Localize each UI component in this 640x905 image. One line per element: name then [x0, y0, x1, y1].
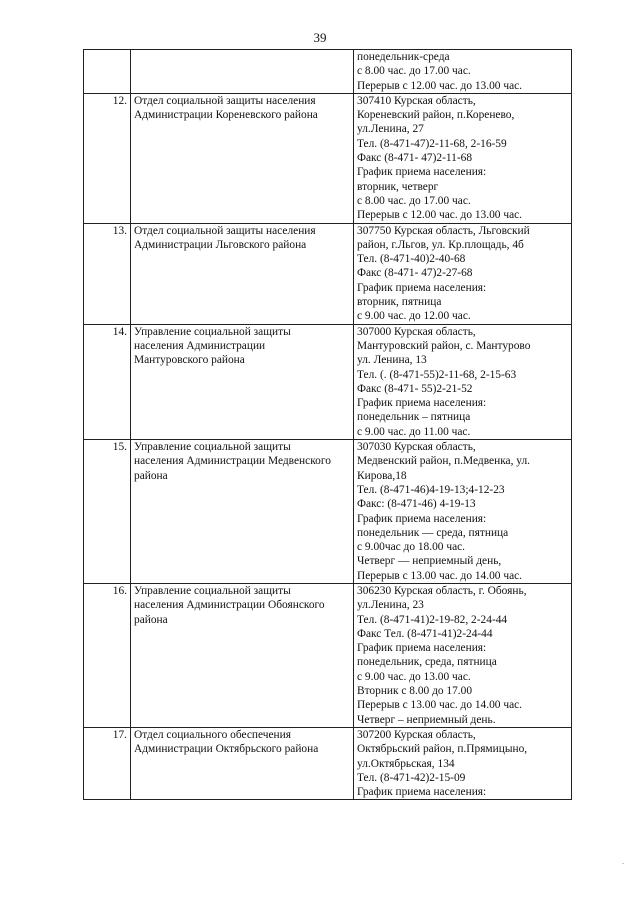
address-line: Факс: (8-471-46) 4-19-13: [357, 498, 476, 511]
organization-line: Отдел социального обеспечения: [134, 728, 291, 741]
organization-line: Администрации Кореневского района: [134, 109, 318, 122]
address-line: Кореневский район, п.Коренево,: [357, 109, 515, 122]
address-schedule-cell: [354, 440, 572, 584]
address-line: Тел. (8-471-42)2-15-09: [357, 771, 466, 784]
address-line: 307000 Курская область,: [357, 325, 476, 338]
address-line: понедельник — среда, пятница: [357, 526, 509, 539]
institutions-table: [83, 49, 572, 800]
address-line: с 8.00 час. до 17.00 час.: [357, 194, 471, 207]
organization-line: Управление социальной защиты: [134, 584, 291, 597]
address-line: понедельник-среда: [357, 51, 450, 63]
organization-cell: [131, 583, 354, 727]
address-line: с 9.00 час. до 12.00 час.: [357, 310, 471, 323]
address-line: вторник, пятница: [357, 296, 442, 309]
address-line: Факс (8-471- 55)2-21-52: [357, 382, 473, 395]
address-line: с 9.00 час. до 11.00 час.: [357, 425, 471, 438]
organization-cell: [131, 324, 354, 439]
organization-cell: [131, 223, 354, 324]
address-line: понедельник – пятница: [357, 411, 471, 424]
address-line: Тел. (8-471-40)2-40-68: [357, 253, 466, 266]
address-line: ул.Октябрьская, 134: [357, 757, 455, 770]
organization-line: Администрации Октябрьского района: [134, 743, 319, 756]
organization-line: Мантуровского района: [134, 354, 245, 367]
address-line: ул. Ленина, 13: [357, 354, 427, 367]
address-line: График приема населения:: [357, 642, 487, 655]
address-line: Перерыв с 13.00 час. до 14.00 час.: [357, 699, 523, 712]
row-number-cell: [84, 50, 131, 94]
address-line: Вторник с 8.00 до 17.00: [357, 685, 473, 698]
organization-line: района: [134, 469, 168, 482]
row-number-cell: 12.: [84, 93, 131, 223]
address-schedule-cell: [354, 583, 572, 727]
address-schedule-cell: [354, 223, 572, 324]
address-line: График приема населения:: [357, 786, 487, 799]
table-row: [84, 50, 572, 94]
address-line: понедельник, среда, пятница: [357, 656, 497, 669]
row-number-cell: 15.: [84, 440, 131, 584]
address-line: с 9.00 час. до 13.00 час.: [357, 670, 471, 683]
address-line: Четверг — неприемный день,: [357, 555, 502, 568]
row-number-cell: 14.: [84, 324, 131, 439]
address-line: ул.Ленина, 27: [357, 123, 424, 136]
address-line: вторник, четверг: [357, 180, 439, 193]
address-line: График приема населения:: [357, 281, 487, 294]
organization-cell: [131, 727, 354, 799]
address-line: Кирова,18: [357, 469, 407, 482]
table-row: [84, 93, 572, 223]
address-line: Тел. (8-471-47)2-11-68, 2-16-59: [357, 137, 507, 150]
address-schedule-cell: [354, 727, 572, 799]
organization-cell: [131, 440, 354, 584]
address-line: Четверг – неприемный день.: [357, 713, 496, 726]
address-line: Тел. (. (8-471-55)2-11-68, 2-15-63: [357, 368, 517, 381]
row-number-cell: 13.: [84, 223, 131, 324]
organization-line: Отдел социальной защиты населения: [134, 94, 316, 107]
organization-line: Администрации Льговского района: [134, 238, 307, 251]
address-line: Перерыв с 13.00 час. до 14.00 час.: [357, 569, 523, 582]
address-line: с 9.00час до 18.00 час.: [357, 541, 466, 554]
address-schedule-cell: [354, 93, 572, 223]
organization-line: Отдел социальной защиты населения: [134, 224, 316, 237]
table-row: [84, 223, 572, 324]
address-schedule-cell: [354, 50, 572, 94]
address-line: 306230 Курская область, г. Обоянь,: [357, 584, 527, 597]
address-line: График приема населения:: [357, 512, 487, 525]
address-line: Октябрьский район, п.Прямицыно,: [357, 743, 528, 756]
address-line: 307750 Курская область, Льговский: [357, 224, 530, 237]
address-line: Факс (8-471- 47)2-27-68: [357, 267, 473, 280]
organization-line: Управление социальной защиты: [134, 325, 291, 338]
address-line: Тел. (8-471-46)4-19-13;4-12-23: [357, 483, 505, 496]
table-row: [84, 727, 572, 799]
organization-cell: [131, 93, 354, 223]
address-line: График приема населения:: [357, 166, 487, 179]
table-row: [84, 440, 572, 584]
address-line: ул.Ленина, 23: [357, 599, 424, 612]
address-line: с 8.00 час. до 17.00 час.: [357, 65, 471, 78]
address-line: 307410 Курская область,: [357, 94, 476, 107]
address-line: Медвенский район, п.Медвенка, ул.: [357, 455, 531, 468]
table-row: [84, 583, 572, 727]
page-mark: .: [622, 857, 624, 866]
address-line: 307200 Курская область,: [357, 728, 476, 741]
organization-cell: [131, 50, 354, 94]
organization-line: населения Администрации Медвенского: [134, 455, 331, 468]
table-row: [84, 324, 572, 439]
row-number-cell: 17.: [84, 727, 131, 799]
organization-line: населения Администрации Обоянского: [134, 599, 325, 612]
address-line: 307030 Курская область,: [357, 441, 476, 454]
page-number: 39: [313, 30, 327, 45]
address-line: Перерыв с 12.00 час. до 13.00 час.: [357, 79, 523, 92]
address-schedule-cell: [354, 324, 572, 439]
address-line: Тел. (8-471-41)2-19-82, 2-24-44: [357, 613, 508, 626]
address-line: район, г.Льгов, ул. Кр.площадь, 4б: [357, 238, 524, 251]
organization-line: района: [134, 613, 168, 626]
address-line: Факс Тел. (8-471-41)2-24-44: [357, 627, 493, 640]
address-line: Мантуровский район, с. Мантурово: [357, 339, 531, 352]
organization-line: населения Администрации: [134, 339, 266, 352]
row-number-cell: 16.: [84, 583, 131, 727]
organization-line: Управление социальной защиты: [134, 441, 291, 454]
address-line: График приема населения:: [357, 397, 487, 410]
address-line: Факс (8-471- 47)2-11-68: [357, 152, 473, 165]
address-line: Перерыв с 12.00 час. до 13.00 час.: [357, 209, 523, 222]
